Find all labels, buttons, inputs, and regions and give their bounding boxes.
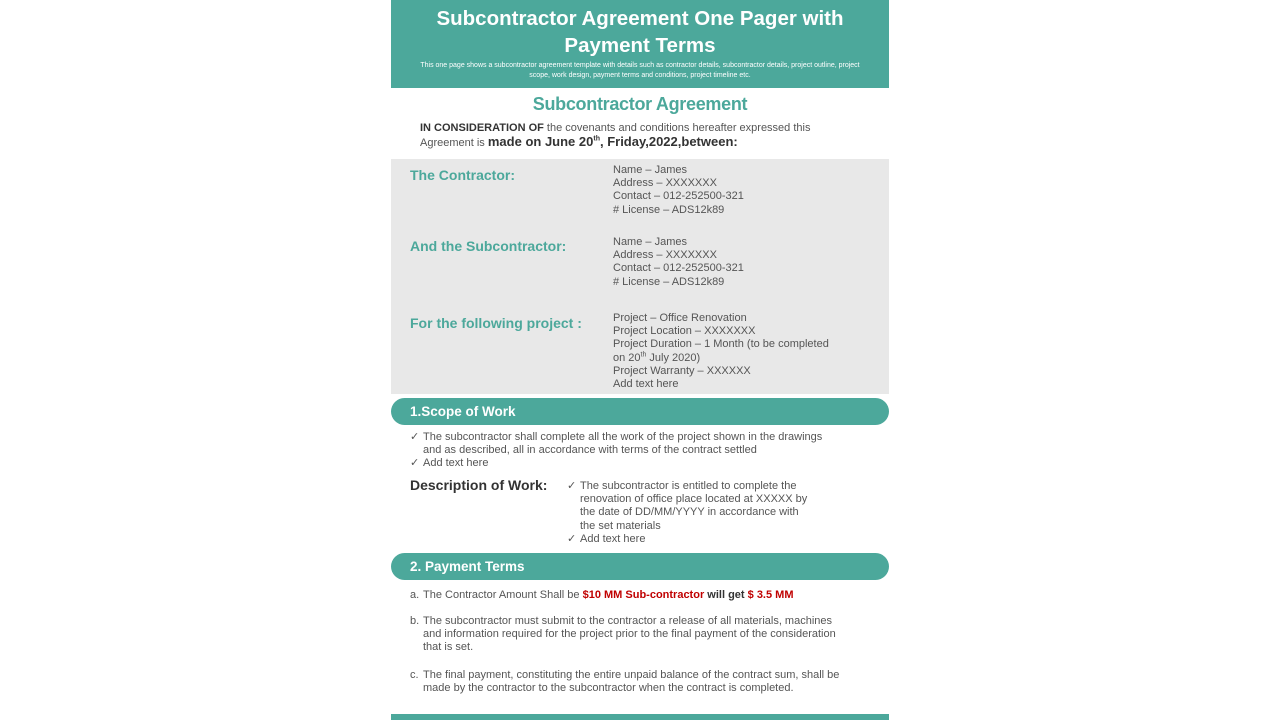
subcontractor-label: And the Subcontractor: xyxy=(410,238,567,254)
payment-item-c xyxy=(410,669,840,695)
project-duration-date xyxy=(613,352,853,365)
contractor-name: Name – James xyxy=(613,164,687,176)
contractor-label: The Contractor: xyxy=(410,167,515,183)
document-page xyxy=(391,0,889,720)
page-title: Subcontractor Agreement One Pager with Payment Terms xyxy=(436,7,844,57)
date-sup: th xyxy=(593,135,600,143)
contractor-address: Address – XXXXXXX xyxy=(613,177,717,190)
check-icon: ✓ xyxy=(410,457,420,470)
agreement-intro xyxy=(420,121,850,150)
project-location: Project Location – XXXXXXX xyxy=(613,325,756,338)
payment-item-text: The subcontractor must submit to the contractor a release of all materials, machines and information required for the project prior to the final payment of the consideration that is set. xyxy=(423,615,836,654)
item-letter: b. xyxy=(410,615,420,627)
scope-item-text: Add text here xyxy=(423,457,489,470)
subcontractor-license: # License – ADS12k89 xyxy=(613,275,725,288)
intro-bold: IN CONSIDERATION OF xyxy=(420,122,544,134)
footer-bar xyxy=(391,714,889,720)
payment-a-prefix: The Contractor Amount Shall be xyxy=(423,589,583,601)
duration-date-suffix: July 2020) xyxy=(646,351,701,364)
project-details xyxy=(613,312,853,391)
subcontractor-amount: $ 3.5 MM xyxy=(747,589,794,601)
agreement-date xyxy=(488,134,738,149)
payment-terms-header: 2. Payment Terms xyxy=(391,553,889,580)
payment-item-text: The final payment, constituting the entire unpaid balance of the contract sum, shall be made by the contractor to the subcontractor when the contract is completed. xyxy=(423,669,840,695)
page-subtitle: This one page shows a subcontractor agreement template with details such as contractor details, subcontractor details, project outline, project scope, work design, payment terms and conditions, project timeline etc. xyxy=(420,62,860,79)
contract-amount: $10 MM Sub-contractor xyxy=(582,589,705,601)
contractor-license: # License – ADS12k89 xyxy=(613,203,725,216)
subcontractor-address: Address – XXXXXXX xyxy=(613,249,717,262)
subcontractor-name: Name – James xyxy=(613,236,687,248)
description-item-text: The subcontractor is entitled to complete the renovation of office place located at XXXXX by the date of DD/MM/YYYY in accordance with the set materials xyxy=(580,480,808,532)
scope-of-work-header: 1.Scope of Work xyxy=(391,398,889,425)
check-icon: ✓ xyxy=(567,532,577,545)
agreement-heading: Subcontractor Agreement xyxy=(532,94,748,114)
project-label: For the following project : xyxy=(410,315,582,331)
project-warranty: Project Warranty – XXXXXX xyxy=(613,364,751,377)
list-item xyxy=(410,457,840,470)
list-item xyxy=(410,431,840,457)
check-icon: ✓ xyxy=(410,431,420,443)
scope-item-text: The subcontractor shall complete all the work of the project shown in the drawings and as described, all in accordance with terms of the contract settled xyxy=(423,431,823,457)
payment-a-middle: will get xyxy=(704,589,748,601)
item-letter: a. xyxy=(410,589,420,601)
payment-item-b xyxy=(410,615,840,655)
description-list xyxy=(567,480,817,546)
contractor-details xyxy=(613,164,853,217)
check-icon: ✓ xyxy=(567,480,577,492)
parties-panel xyxy=(391,159,889,394)
duration-date-sup: th xyxy=(640,350,647,358)
description-label: Description of Work: xyxy=(410,477,548,493)
payment-item-text xyxy=(410,589,840,602)
date-prefix: made on June 20 xyxy=(487,134,594,149)
title-banner xyxy=(391,0,889,88)
payment-item-a xyxy=(410,589,840,602)
project-add-text: Add text here xyxy=(613,378,679,391)
subcontractor-details xyxy=(613,236,853,289)
description-item-text: Add text here xyxy=(580,532,646,545)
contractor-contact: Contact – 012-252500-321 xyxy=(613,190,744,203)
list-item xyxy=(567,533,817,546)
subcontractor-contact: Contact – 012-252500-321 xyxy=(613,262,744,275)
date-suffix: , Friday,2022,between: xyxy=(599,134,738,149)
duration-date-prefix: on 20 xyxy=(613,351,641,364)
scope-list xyxy=(410,431,840,471)
list-item xyxy=(567,480,817,533)
project-name: Project – Office Renovation xyxy=(613,312,747,324)
intro-text: the covenants and conditions hereafter expressed this Agreement is xyxy=(420,122,811,149)
item-letter: c. xyxy=(410,669,419,681)
project-duration: Project Duration – 1 Month (to be completed xyxy=(613,338,829,351)
